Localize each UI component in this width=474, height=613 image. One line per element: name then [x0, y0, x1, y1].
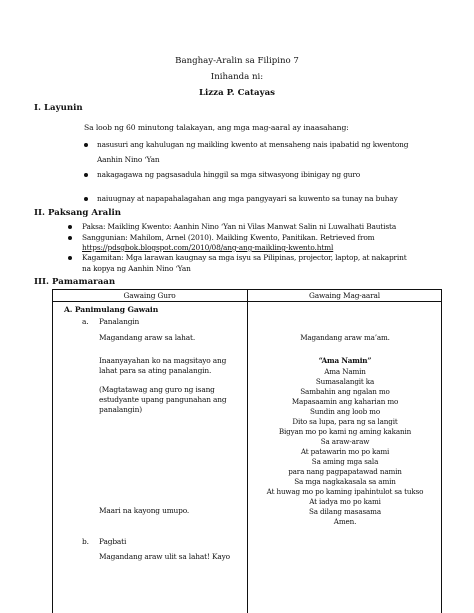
section-heading-layunin: I. Layunin	[34, 103, 83, 113]
panalangin-label: Panalangin	[99, 317, 140, 326]
prayer-line: Sundin ang loob mo	[309, 407, 381, 416]
column-header-guro: Gawaing Guro	[123, 291, 176, 300]
objectives-intro: Sa loob ng 60 minutong talakayan, ang mga mag-aaral ay inaasahang:	[84, 123, 349, 132]
pagbati-label: Pagbati	[99, 537, 127, 546]
prayer-line: Amen.	[333, 517, 357, 526]
prayer-line: Ama Namin	[324, 367, 366, 376]
prayer-line: Sa araw-araw	[320, 437, 370, 446]
prayer-invite-line1: Inaanyayahan ko na magsitayo ang	[99, 356, 227, 365]
bullet-icon	[84, 173, 88, 177]
teacher-note-line3: panalangin)	[99, 405, 142, 414]
objective-1-line2: Aanhin Nino ‘Yan	[97, 155, 160, 164]
section-heading-pamamaraan: III. Pamamaraan	[34, 277, 116, 287]
bullet-icon	[84, 197, 88, 201]
prayer-line: Bigyan mo po kami ng aming kakanin	[278, 427, 412, 436]
objective-3: naiuugnay at napapahalagahan ang mga pangyayari sa kuwento sa tunay na buhay	[97, 194, 398, 203]
table-border-left	[52, 289, 53, 613]
kagamitan-line2: na kopya ng Aanhin Nino ‘Yan	[82, 264, 191, 273]
teacher-greeting-b: Magandang araw ulit sa lahat! Kayo	[99, 552, 230, 561]
prayer-line: Sa aming mga sala	[311, 457, 379, 466]
student-column	[248, 289, 442, 613]
author-name: Lizza P. Catayas	[199, 88, 275, 98]
prayer-line: At patawarin mo po kami	[300, 447, 390, 456]
section-heading-paksang-aralin: II. Paksang Aralin	[34, 208, 121, 218]
kagamitan-line1: Kagamitan: Mga larawan kaugnay sa mga isyu sa Pilipinas, projector, laptop, at nakaprint	[82, 253, 407, 262]
prayer-line: para nang pagpapatawad namin	[288, 467, 402, 476]
column-header-mag-aaral: Gawaing Mag-aaral	[308, 291, 380, 300]
sanggunian-link[interactable]: https://pdsgbok.blogspot.com/2010/08/ang-ang-maikling-kwento.html	[82, 243, 334, 252]
prayer-line: Dito sa lupa, para ng sa langit	[292, 417, 398, 426]
objective-2: nakagagawa ng pagsasadula hinggil sa mga sitwasyong ibinigay ng guro	[97, 170, 361, 179]
prayer-line: At huwag mo po kaming ipahintulot sa tukso	[266, 487, 424, 496]
prayer-line: Sambahin ang ngalan mo	[300, 387, 390, 396]
bullet-icon	[68, 225, 72, 229]
teacher-note-line2: estudyante upang pangunahan ang	[99, 395, 227, 404]
item-b-marker: b.	[82, 537, 89, 546]
bullet-icon	[68, 256, 72, 260]
bullet-icon	[84, 143, 88, 147]
prayer-line: At iadya mo po kami	[309, 497, 381, 506]
prayer-line: Mapasaamin ang kaharian mo	[291, 397, 399, 406]
paksa-line: Paksa: Maikling Kwento: Aanhin Nino ‘Yan ni Vilas Manwat Salin ni Luwalhati Bautista	[82, 222, 397, 231]
prayer-invite-line2: lahat para sa ating panalangin.	[99, 366, 212, 375]
sanggunian-line1: Sanggunian: Mahilom, Arnel (2010). Maikling Kwento, Panitikan. Retrieved from	[82, 233, 375, 242]
bullet-icon	[68, 236, 72, 240]
panimulang-gawain-heading: A. Panimulang Gawain	[64, 305, 159, 314]
teacher-note-line1: (Magtatawag ang guro ng isang	[99, 385, 215, 394]
objective-1-line1: nasusuri ang kahulugan ng maikling kwento at mensaheng nais ipabatid ng kwentong	[97, 140, 409, 149]
sit-down-instruction: Maari na kayong umupo.	[99, 506, 190, 515]
teacher-greeting: Magandang araw sa lahat.	[99, 333, 196, 342]
prayer-line: Sa dilang masasama	[309, 507, 381, 516]
prayer-line: Sa mga nagkakasala sa amin	[294, 477, 396, 486]
prepared-by-label: Inihanda ni:	[210, 72, 264, 82]
student-greeting: Magandang araw ma’am.	[300, 333, 390, 342]
procedure-table	[52, 289, 442, 613]
document-title: Banghay-Aralin sa Filipino 7	[175, 56, 299, 66]
prayer-line: Sumasalangit ka	[315, 377, 375, 386]
item-a-marker: a.	[82, 317, 89, 326]
prayer-title: “Ama Namin”	[318, 356, 372, 365]
